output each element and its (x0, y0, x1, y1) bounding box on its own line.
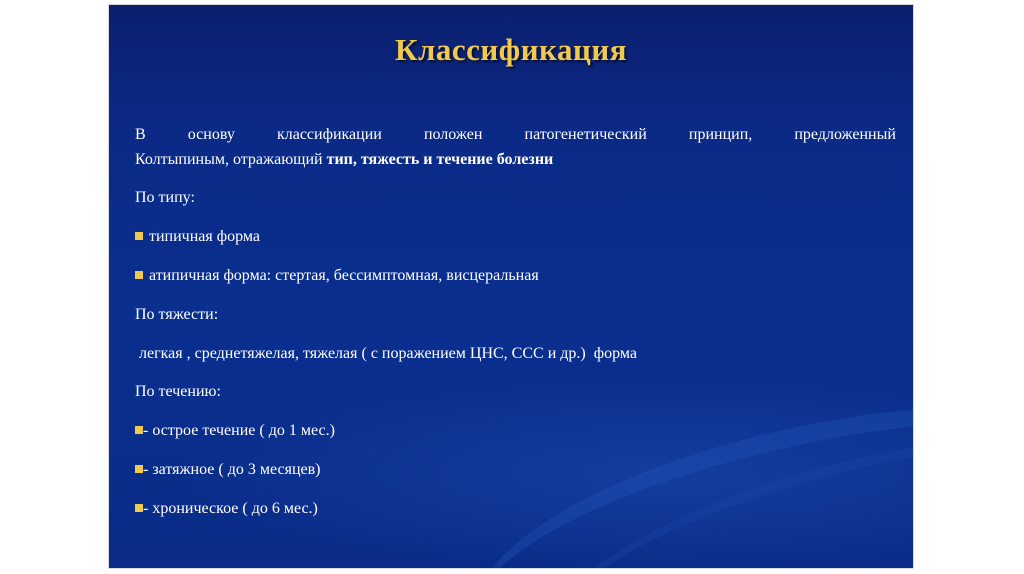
slide-title: Классификация (395, 32, 627, 67)
intro-word: патогенетический (524, 126, 647, 143)
intro-line-1 (135, 122, 896, 147)
intro-text: Колтыпиным, отражающий (135, 151, 327, 168)
list-item (135, 461, 321, 479)
list-item (135, 267, 539, 285)
intro-word: положен (423, 126, 483, 143)
intro-line-2 (135, 147, 896, 172)
list-item (135, 422, 335, 440)
list-item-text: атипичная форма: стертая, бессимптомная, висцеральная (149, 267, 539, 284)
intro-word: принцип, (688, 126, 753, 143)
square-bullet-icon (135, 426, 143, 434)
list-item (135, 228, 260, 246)
square-bullet-icon (135, 504, 143, 512)
course-heading: По течению: (135, 383, 221, 400)
intro-emphasis: тип, тяжесть и течение болезни (326, 151, 554, 168)
list-item-text: - хроническое ( до 6 мес.) (143, 500, 318, 517)
intro-word: классификации (276, 126, 382, 143)
severity-heading: По тяжести: (135, 306, 219, 323)
list-item-text: - затяжное ( до 3 месяцев) (143, 461, 321, 478)
square-bullet-icon (135, 271, 143, 279)
square-bullet-icon (135, 465, 143, 473)
square-bullet-icon (135, 232, 143, 240)
intro-word: предложенный (794, 126, 896, 143)
intro-word: основу (187, 126, 235, 143)
intro-word: В (135, 126, 146, 143)
intro-paragraph (135, 122, 896, 172)
list-item-text: - острое течение ( до 1 мес.) (143, 422, 335, 439)
list-item-text: типичная форма (149, 228, 260, 245)
severity-text: легкая , среднетяжелая, тяжелая ( с поражением ЦНС, ССС и др.) форма (135, 345, 637, 362)
list-item (135, 500, 318, 518)
slide (109, 5, 913, 568)
type-heading: По типу: (135, 189, 195, 206)
